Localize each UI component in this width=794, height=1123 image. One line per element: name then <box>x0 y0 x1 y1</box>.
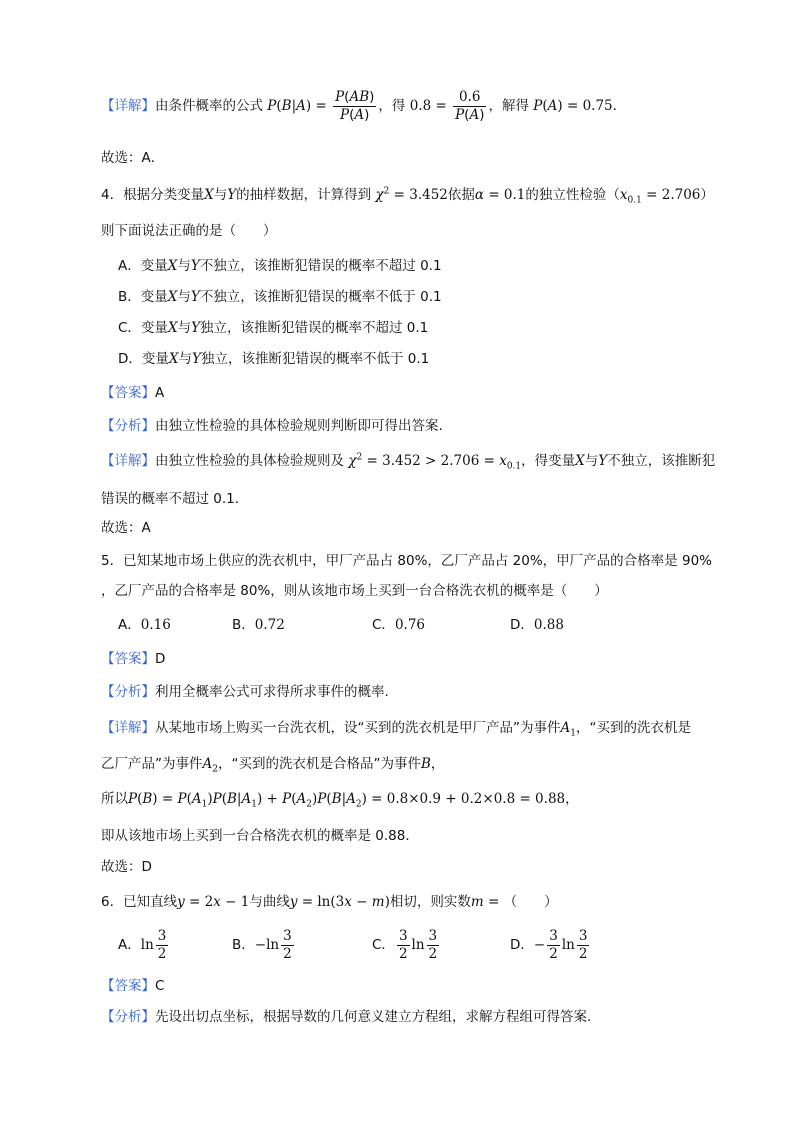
q6-answer: 【答案】C <box>101 978 165 994</box>
q4-conclusion: 故选：A <box>101 520 151 536</box>
q5-detail-line4: 即从该地市场上买到一台合格洗衣机的概率是 0.88． <box>101 828 419 844</box>
fraction-06-pa: $\frac{0.6}{P(A)}$ <box>455 88 485 123</box>
q4-option-d: D．变量X与Y独立，该推断犯错误的概率不低于 0.1 <box>118 351 430 367</box>
q3-detail-line: 【详解】由条件概率的公式 P(B|A) = $\frac{P(AB)}{P(A)}$ ，得 0.8 = $\frac{0.6}{P(A)}$ ，解得 P(A) = 0.75． <box>101 88 627 123</box>
q5-detail-line3: 所以$P(B) = P(A_1)P(B|A_1) + P(A_2)P(B|A_2) = 0.8\times 0.9 + 0.2\times 0.8 = 0.88$， <box>101 791 579 810</box>
q5-stem-line1: 5．已知某地市场上供应的洗衣机中，甲厂产品占 80%，乙厂产品占 20%，甲厂产品的合格率是 90% <box>101 553 712 569</box>
q4-detail-line1: 【详解】由独立性检验的具体检验规则及 $\chi^2 = 3.452 > 2.706 = x_{0.1}$，得变量X与Y不独立，该推断犯 <box>101 452 716 472</box>
q5-analysis: 【分析】利用全概率公式可求得所求事件的概率. <box>101 684 389 700</box>
q3-conclusion: 故选：A． <box>101 150 165 166</box>
q4-detail-line2: 错误的概率不超过 0.1． <box>101 491 249 507</box>
q6-option-a: A．ln $\frac{3}{2}$ <box>118 927 167 962</box>
detail-label: 【详解】 <box>101 98 155 114</box>
q5-answer: 【答案】D <box>101 651 166 667</box>
q5-detail-line2: 乙厂产品”为事件$A_2$，“买到的洗衣机是合格品”为事件B， <box>101 756 445 775</box>
q4-analysis: 【分析】由独立性检验的具体检验规则判断即可得出答案. <box>101 418 443 434</box>
q4-stem-line1: 4．根据分类变量X与Y的抽样数据，计算得到 $\chi^2 = 3.452$依据α = 0.1的独立性检验$(x_{0.1} = 2.706)$ <box>101 186 714 206</box>
q5-stem-line2: ，乙厂产品的合格率是 80%，则从该地市场上买到一台合格洗衣机的概率是（ ） <box>101 583 608 599</box>
q6-option-b: B．−ln $\frac{3}{2}$ <box>232 927 292 962</box>
q4-answer: 【答案】A <box>101 385 165 401</box>
q6-analysis: 【分析】先设出切点坐标，根据导数的几何意义建立方程组，求解方程组可得答案. <box>101 1009 592 1025</box>
q4-option-b: B．变量X与Y不独立，该推断犯错误的概率不低于 0.1 <box>118 289 442 305</box>
formula-conditional: P <box>267 98 277 114</box>
q6-stem: 6．已知直线y = 2x − 1与曲线y = ln(3x − m)相切，则实数m = （ ） <box>101 894 558 910</box>
q5-detail-line1: 【详解】从某地市场上购买一台洗衣机，设“买到的洗衣机是甲厂产品”为事件$A_1$，“买到的洗衣机是 <box>101 720 691 739</box>
q6-option-d: D．− $\frac{3}{2}$ ln $\frac{3}{2}$ <box>510 927 588 962</box>
q4-option-a: A．变量X与Y不独立，该推断犯错误的概率不超过 0.1 <box>118 258 442 274</box>
fraction-pab-pa: $\frac{P(AB)}{P(A)}$ <box>335 88 375 123</box>
q5-conclusion: 故选：D <box>101 859 152 875</box>
q6-option-c: C． $\frac{3}{2}$ ln $\frac{3}{2}$ <box>372 927 438 962</box>
q4-stem-line2: 则下面说法正确的是（ ） <box>101 223 277 239</box>
q4-option-c: C．变量X与Y独立，该推断犯错误的概率不超过 0.1 <box>118 320 429 336</box>
